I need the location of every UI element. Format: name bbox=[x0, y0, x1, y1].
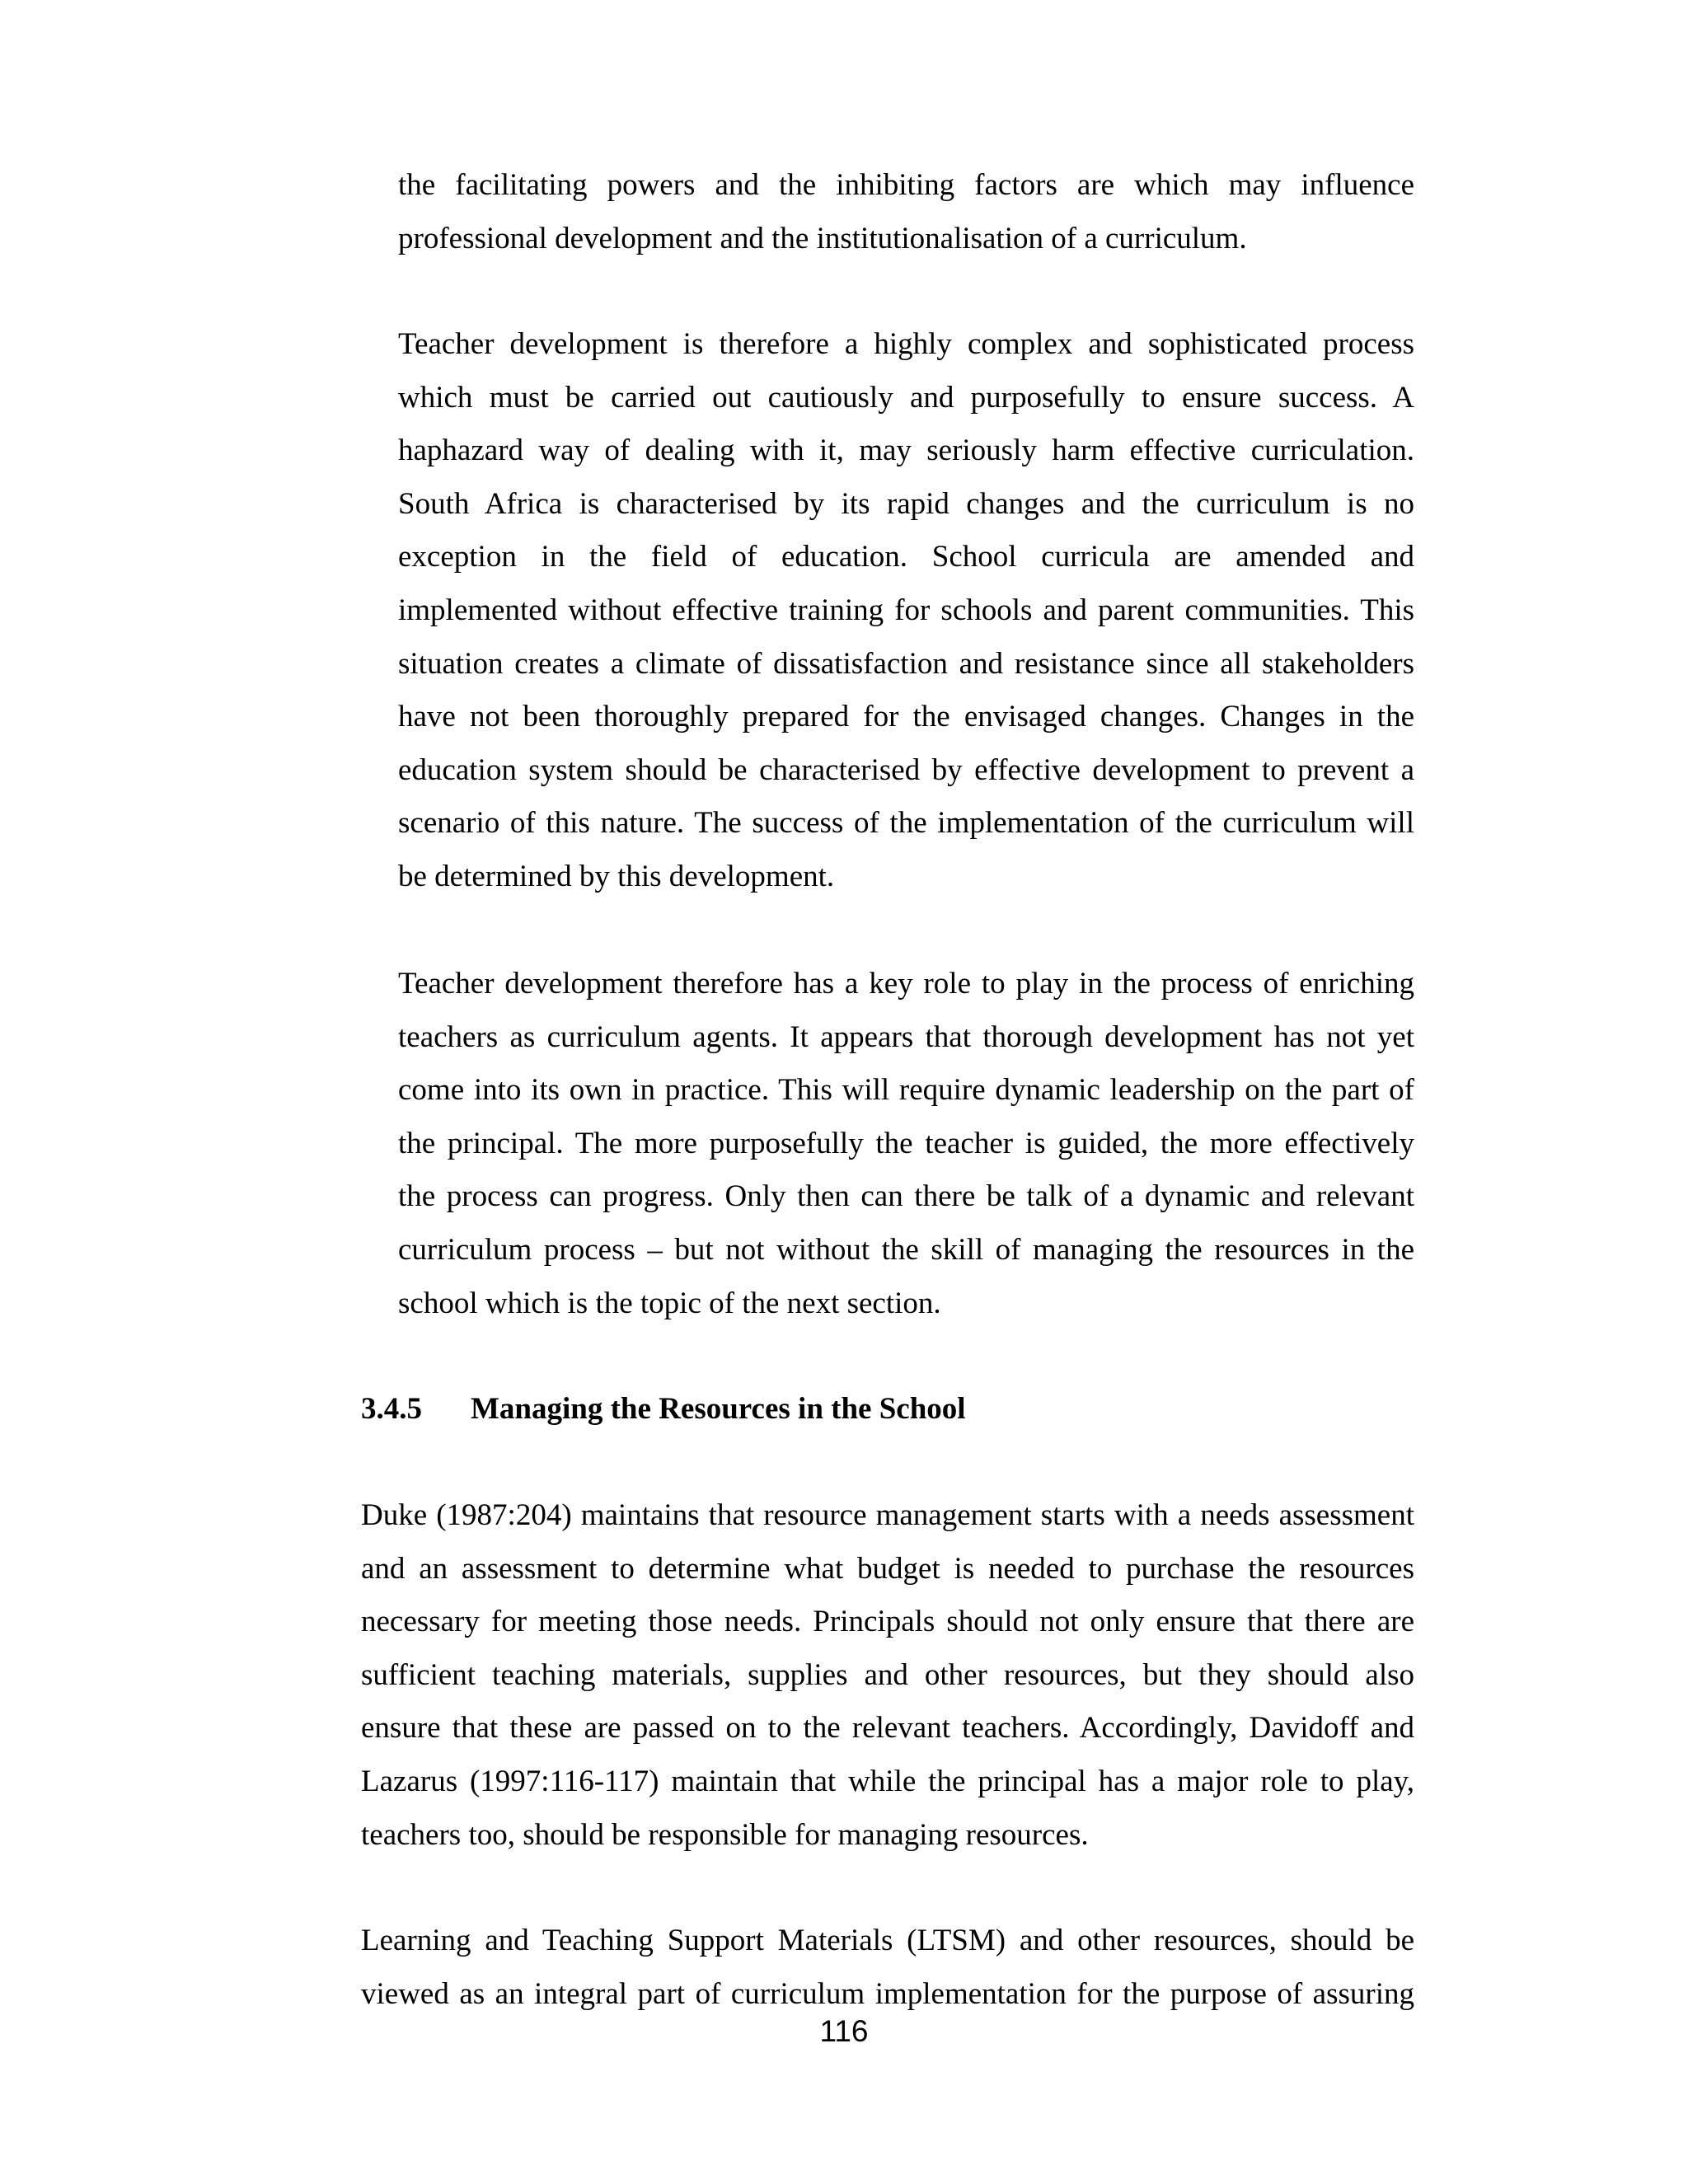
paragraph-1 bbox=[398, 159, 1414, 265]
text-line: and an assessment to determine what budget is needed to purchase the resources bbox=[361, 1551, 1414, 1586]
text-line: implemented without effective training for schools and parent communities. This bbox=[398, 593, 1414, 627]
text-line: which must be carried out cautiously and purposefully to ensure success. A bbox=[398, 380, 1414, 415]
text-line: the facilitating powers and the inhibiting factors are which may influence bbox=[398, 168, 1414, 202]
text-line: have not been thoroughly prepared for the envisaged changes. Changes in the bbox=[398, 700, 1414, 734]
text-line: Learning and Teaching Support Materials (LTSM) and other resources, should be bbox=[361, 1924, 1414, 1957]
text-line: curriculum process – but not without the skill of managing the resources in the bbox=[398, 1232, 1414, 1267]
text-line: teachers as curriculum agents. It appears that thorough development has not yet bbox=[398, 1019, 1414, 1054]
paragraph-4 bbox=[361, 1489, 1414, 1862]
text-line: be determined by this development. bbox=[398, 859, 835, 893]
text-line: necessary for meeting those needs. Principals should not only ensure that there are bbox=[361, 1605, 1414, 1639]
text-line: school which is the topic of the next section. bbox=[398, 1286, 941, 1320]
text-line: Teacher development is therefore a highly complex and sophisticated process bbox=[398, 327, 1414, 361]
text-line: professional development and the institutionalisation of a curriculum. bbox=[398, 221, 1247, 255]
text-line: the process can progress. Only then can there be talk of a dynamic and relevant bbox=[398, 1179, 1414, 1214]
section-heading bbox=[361, 1383, 966, 1436]
text-line: Lazarus (1997:116-117) maintain that while the principal has a major role to play, bbox=[361, 1764, 1414, 1798]
text-line: haphazard way of dealing with it, may seriously harm effective curriculation. bbox=[398, 434, 1414, 468]
page-number: 116 bbox=[819, 2014, 869, 2048]
text-line: education system should be characterised by effective development to prevent a bbox=[398, 752, 1414, 787]
text-line: Teacher development therefore has a key role to play in the process of enriching bbox=[398, 967, 1414, 1001]
section-title: Managing the Resources in the School bbox=[471, 1392, 966, 1426]
text-line: sufficient teaching materials, supplies and other resources, but they should also bbox=[361, 1657, 1414, 1692]
text-line: teachers too, should be responsible for managing resources. bbox=[361, 1817, 1089, 1852]
paragraph-2 bbox=[398, 318, 1414, 904]
text-line: scenario of this nature. The success of the implementation of the curriculum will bbox=[398, 806, 1414, 841]
text-line: South Africa is characterised by its rapid changes and the curriculum is no bbox=[398, 486, 1414, 521]
text-line: ensure that these are passed on to the relevant teachers. Accordingly, Davidoff and bbox=[361, 1711, 1414, 1746]
text-line: situation creates a climate of dissatisfaction and resistance since all stakeholders bbox=[398, 646, 1414, 681]
section-number: 3.4.5 bbox=[361, 1392, 422, 1426]
text-line: the principal. The more purposefully the teacher is guided, the more effectively bbox=[398, 1126, 1414, 1160]
text-line: exception in the field of education. School curricula are amended and bbox=[398, 540, 1414, 574]
paragraph-3 bbox=[398, 958, 1414, 1330]
text-line: viewed as an integral part of curriculum implementation for the purpose of assuring bbox=[361, 1976, 1414, 2011]
paragraph-5 bbox=[361, 1915, 1414, 2021]
text-line: come into its own in practice. This will require dynamic leadership on the part of bbox=[398, 1073, 1414, 1108]
text-line: Duke (1987:204) maintains that resource management starts with a needs assessment bbox=[361, 1498, 1414, 1532]
